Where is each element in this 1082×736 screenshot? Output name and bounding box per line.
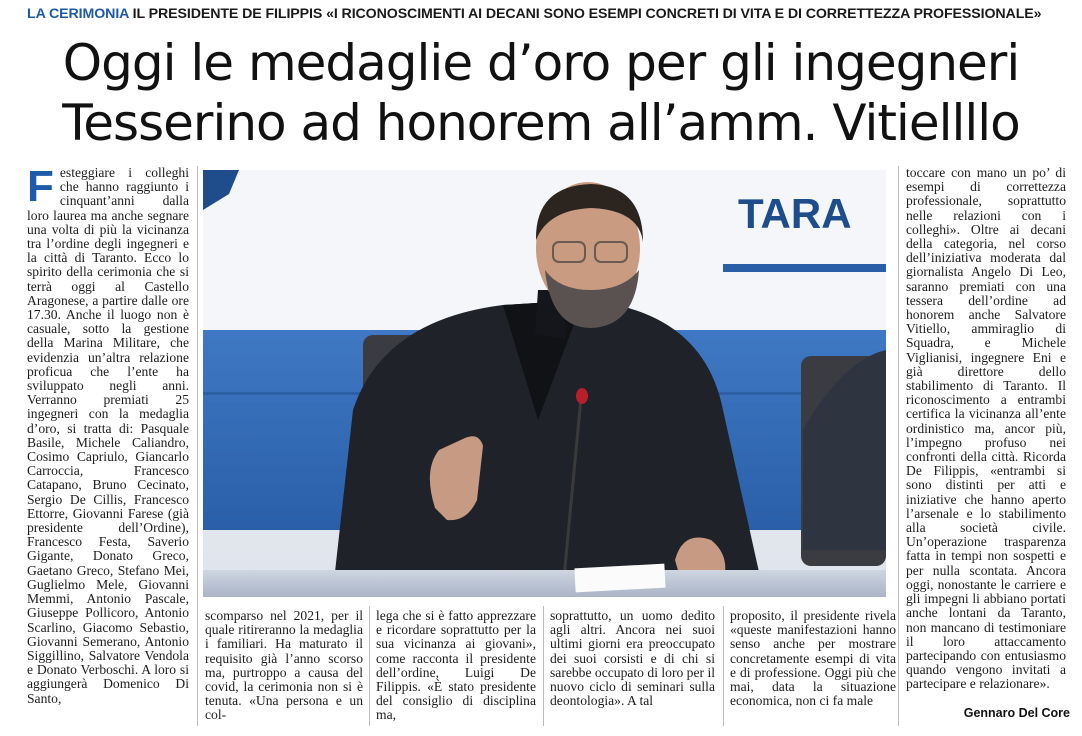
article-column-3: lega che si è fatto apprezzare e ricordare soprattutto per la sua vicinanza ai giovani», come racconta il presidente dell’ordine, Luigi De Filippis. «È stato presidente del consiglio di disciplina ma, [376,608,536,723]
column-divider [723,606,724,726]
article-column-1 [27,162,189,722]
kicker-text: IL PRESIDENTE DE FILIPPIS «I RICONOSCIMENTI AI DECANI SONO ESEMPI CONCRETI DI VITA E DI CORRETTEZZA PROFESSIONALE» [132,6,1042,22]
section-tag: LA CERIMONIA [27,6,129,22]
headline-line-1: Oggi le medaglie d’oro per gli ingegneri [62,34,1020,92]
headline-line-2: Tesserino ad honorem all’amm. Vitiellllo [62,94,1020,152]
article-column-2: scomparso nel 2021, per il quale ritireranno la medaglia i familiari. Ha maturato il requisito già l’anno scorso ma, purtroppo a causa del covid, la cerimonia non si è tenuta. «Una persona e un col- [205,608,363,723]
article-photo [203,170,886,597]
column-divider [543,606,544,726]
backdrop-text: TARA [738,190,852,237]
article-column-4: soprattutto, un uomo dedito agli altri. Ancora nei suoi ultimi giorni era preoccupato dei suoi corsisti e di chi si sarebbe occupato di loro per il nuovo ciclo di seminari sulla deontologia». A tal [550,608,715,709]
column-1-text: esteggiare i colleghi che hanno raggiunto i cinquant’anni dalla loro laurea ma anche segnare una volta di più la vicinanza tra l’ordine degli ingegneri e la città di Taranto. Ecco lo spirito della cerimonia che si terrà oggi al Castello Aragonese, a partire dalle ore 17.30. Anche il luogo non è casuale, sotto la gestione della Marina Militare, che evidenzia un’altra relazione proficua che l’ente ha sviluppato negli anni. Verranno premiati 25 ingegneri con la medaglia d’oro, si tratta di: Pasquale Basile, Michele Caliandro, Cosimo Capriulo, Giancarlo Carroccia, Francesco Catapano, Bruno Cecinato, Sergio De Cillis, Francesco Ettorre, Giovanni Farese (già presidente dell’Ordine), Francesco Festa, Saverio Gigante, Donato Greco, Gaetano Greco, Stefano Mei, Guglielmo Mele, Giovanni Memmi, Antonio Pascale, Giuseppe Pollicoro, Antonio Scarlino, Giacomo Sebastio, Giovanni Semerano, Antonio Siggillino, Salvatore Vendola e Donato Verboschi. A loro si aggiungerà Domenico Di Santo, [27,165,189,706]
article-column-6: toccare con mano un po’ di esempi di correttezza professionale, soprattutto nelle relazioni con i colleghi». Oltre ai decani della categoria, nel corso dell’iniziativa moderata dal giornalista Angelo Di Leo, saranno premiati con una tessera dell’ordine ad honorem anche Salvatore Vitiello, ammiraglio di Squadra, e Michele Viglianisi, ingegnere Eni e già direttore dello stabilimento di Taranto. Il riconoscimento a entrambi certifica la vicinanza all’ente ordinistico ma, ancor più, l’impegno profuso nei confronti della città. Ricorda De Filippis, «entrambi si sono distinti per atti e iniziative che hanno aperto l’arsenale e lo stabilimento alla società civile. Un’operazione trasparenza fatta in tempi non sospetti e per nulla scontata. Ancora oggi, nonostante le carriere e gli impegni li abbiano portati anche lontani da Taranto, non mancano di testimoniare il loro attaccamento partecipando con entusiasmo quando vengono invitati a partecipare e relazionare». [906,165,1066,692]
speaker-photo-illustration [203,170,886,597]
column-divider [898,166,899,726]
column-divider [369,606,370,726]
author-byline: Gennaro Del Core [963,706,1070,720]
column-divider [197,166,198,726]
kicker [27,6,1067,26]
article-column-5: proposito, il presidente rivela «queste manifestazioni hanno senso anche per mostrare concretamente esempi di vita e di professione. Oggi più che mai, data la situazione economica, non ci fa male [730,608,896,709]
dropcap: F [27,162,54,211]
